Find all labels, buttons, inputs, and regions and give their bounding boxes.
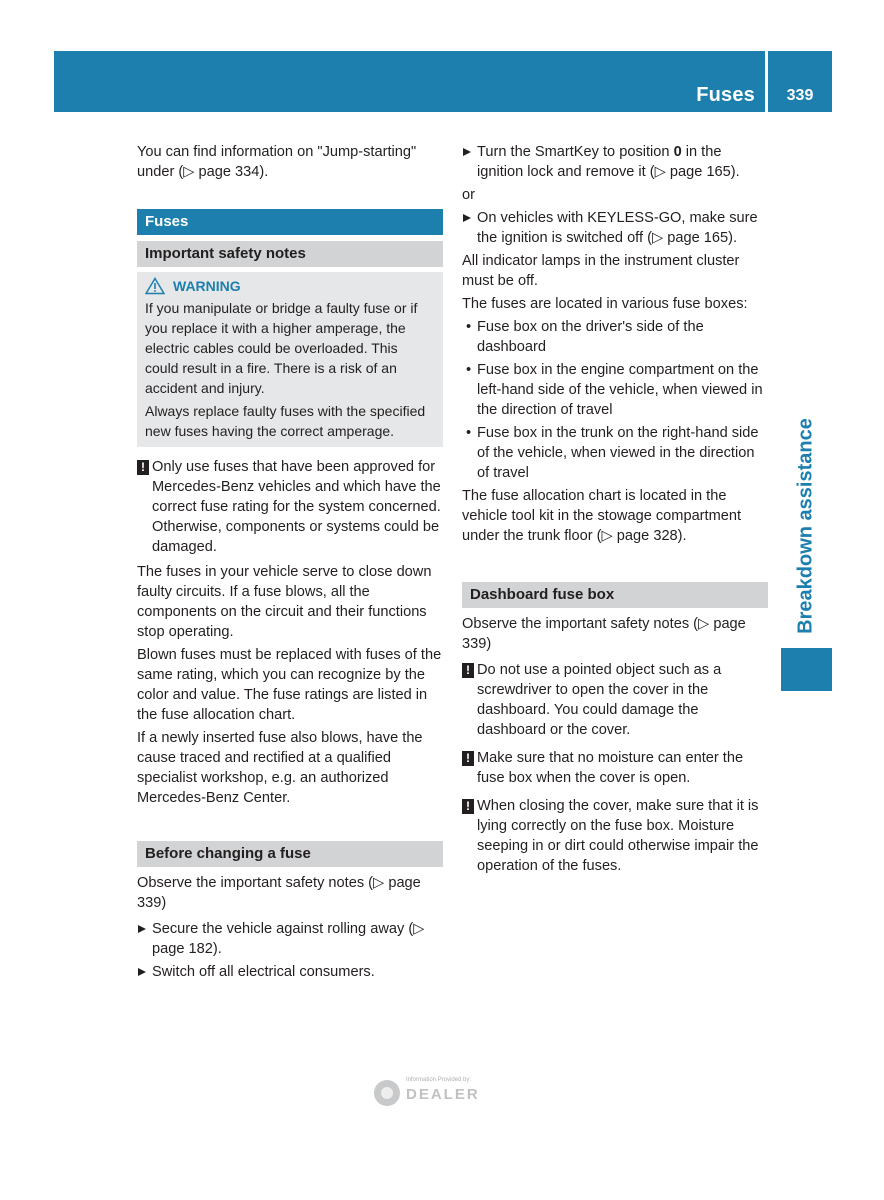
exclamation-icon: ! (462, 751, 474, 766)
note-text: Make sure that no moisture can enter the fuse box when the cover is open. (477, 750, 744, 786)
bullet-icon: • (466, 362, 472, 378)
warning-triangle-icon (145, 277, 165, 295)
step-arrow-icon (138, 968, 146, 976)
step-arrow-icon (463, 214, 471, 222)
list-item-text: Fuse box in the trunk on the right-hand side of the vehicle, when viewed in the direction of travel (477, 425, 759, 481)
step-text: On vehicles with KEYLESS-GO, make sure the ignition is switched off (▷ page 165). (477, 210, 758, 246)
body-text: Observe the important safety notes (▷ page 339) (137, 875, 421, 911)
intro-text: You can find information on "Jump-starting" under (▷ page 334). (137, 144, 417, 180)
step-arrow-icon (463, 148, 471, 156)
side-tab-label: Breakdown assistance (794, 418, 817, 634)
body-text: Observe the important safety notes (▷ page 339) (462, 616, 746, 652)
dealer-logo (372, 1072, 507, 1112)
bullet-icon: • (466, 319, 472, 335)
body-text: Blown fuses must be replaced with fuses of the same rating, which you can recognize by the color and value. The fuse ratings are listed in the fuse allocation chart. (137, 647, 442, 723)
section-heading-fuses: Fuses (137, 209, 443, 235)
note-text: Do not use a pointed object such as a screwdriver to open the cover in the dashboard. You could damage the dashboard or the cover. (477, 662, 722, 738)
note (462, 660, 768, 740)
logo-wordmark: DEALER (406, 1086, 480, 1103)
note (462, 748, 768, 788)
body-text: If a newly inserted fuse also blows, have the cause traced and rectified at a qualified specialist workshop, e.g. an authorized Mercedes-Benz Center. (137, 730, 423, 806)
list-item (462, 360, 768, 420)
exclamation-icon: ! (462, 799, 474, 814)
exclamation-icon: ! (137, 460, 149, 475)
body-text: All indicator lamps in the instrument cluster must be off. (462, 253, 740, 289)
list-item (462, 423, 768, 483)
note (137, 457, 443, 557)
list-item-text: Fuse box on the driver's side of the dashboard (477, 319, 704, 355)
warning-title: WARNING (173, 278, 241, 294)
step-text-bold: 0 (673, 144, 682, 160)
header-bar (54, 51, 765, 112)
page-number: 339 (786, 87, 814, 104)
step-text: Turn the SmartKey to position (477, 144, 674, 160)
warning-text: Always replace faulty fuses with the specified new fuses having the correct amperage. (145, 403, 426, 439)
or-text: or (462, 187, 475, 203)
list-item-text: Fuse box in the engine compartment on the left-hand side of the vehicle, when viewed in the direction of travel (477, 362, 763, 418)
side-tab-marker (781, 648, 832, 691)
page-title: Fuses (696, 84, 755, 106)
step-text: Switch off all electrical consumers. (152, 964, 375, 980)
warning-text: If you manipulate or bridge a faulty fuse or if you replace it with a higher amperage, the electric cables could be overloaded. This could result in a fire. There is a risk of an accident and injury. (145, 300, 418, 396)
step-arrow-icon (138, 925, 146, 933)
subsection-heading-before-changing: Before changing a fuse (137, 841, 443, 867)
body-text: The fuse allocation chart is located in the vehicle tool kit in the stowage compartment under the trunk floor (▷ page 328). (462, 488, 742, 544)
logo-caption: Information Provided by: (406, 1077, 472, 1083)
left-column (137, 142, 443, 985)
instruction-step (462, 208, 768, 248)
note-text: Only use fuses that have been approved for Mercedes-Benz vehicles and which have the correct fuse rating for the system concerned. Otherwise, components or systems could be damaged. (152, 459, 441, 555)
instruction-step (137, 919, 443, 959)
warning-box (137, 272, 443, 447)
step-text: Secure the vehicle against rolling away (▷ page 182). (152, 921, 425, 957)
instruction-step (137, 962, 443, 982)
right-column (462, 142, 768, 879)
subsection-heading-dashboard: Dashboard fuse box (462, 582, 768, 608)
note (462, 796, 768, 876)
warning-heading (145, 276, 435, 296)
note-text: When closing the cover, make sure that it is lying correctly on the fuse box. Moisture seeping in or dirt could otherwise impair the operation of the fuses. (477, 798, 759, 874)
body-text: The fuses in your vehicle serve to close down faulty circuits. If a fuse blows, all the components on the circuit and their functions stop operating. (137, 564, 432, 640)
subsection-heading-safety: Important safety notes (137, 241, 443, 267)
exclamation-icon: ! (462, 663, 474, 678)
body-text: The fuses are located in various fuse boxes: (462, 296, 748, 312)
side-tab (781, 410, 831, 642)
list-item (462, 317, 768, 357)
bullet-icon: • (466, 425, 472, 441)
step-text: in the ignition lock and remove it (▷ page 165). (477, 144, 740, 180)
instruction-step (462, 142, 768, 182)
